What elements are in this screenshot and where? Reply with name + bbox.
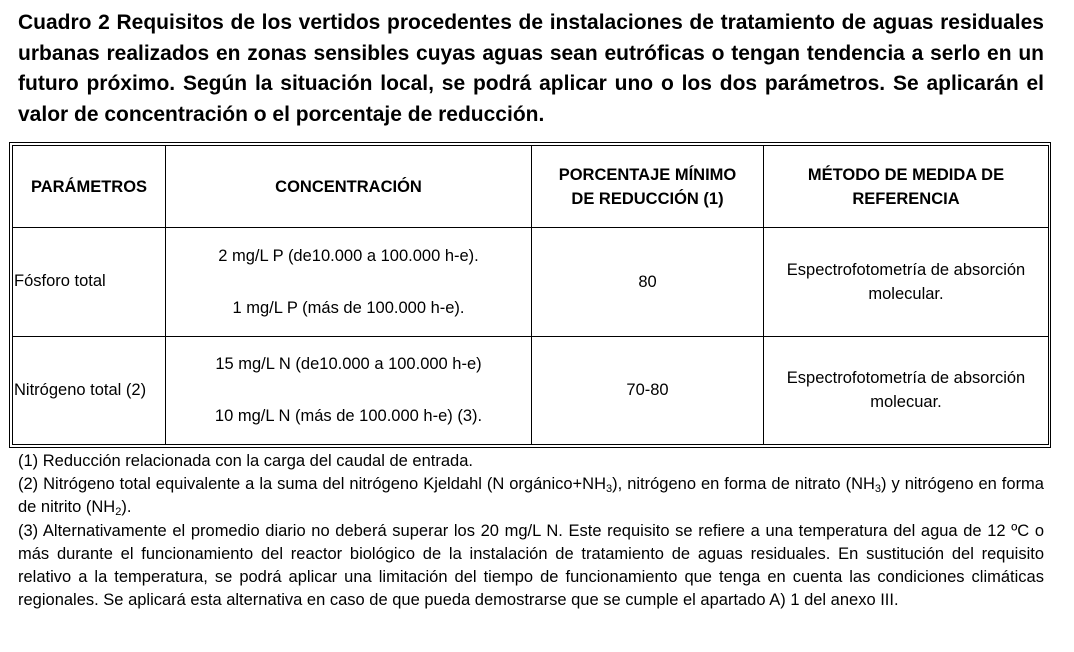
concentracion-line-1: 15 mg/L N (de10.000 a 100.000 h-e) — [215, 355, 482, 374]
row-concentracion — [166, 228, 532, 336]
table-header-row — [13, 146, 1049, 228]
concentracion-line-2: 10 mg/L N (más de 100.000 h-e) (3). — [214, 407, 483, 426]
footnote-3: (3) Alternativamente el promedio diario no deberá superar los 20 mg/L N. Este requisito se refiere a una temperatura del agua de 12 ºC o más durante el funcionamiento del reactor biológico de la instalación de tratamiento de aguas residuales. En sustitución del requisito relativo a la temperatura, se podrá aplicar una limitación del tiempo de funcionamiento que tenga en cuenta las condiciones climáticas regionales. Se aplicará esta alternativa en caso de que pueda demostrarse que se cumple el apartado A) 1 del anexo III. — [18, 521, 1044, 610]
row-concentracion — [166, 336, 532, 444]
footnote-2 — [18, 473, 1044, 519]
footnote-1: (1) Reducción relacionada con la carga del caudal de entrada. — [18, 452, 473, 470]
footnote-2-part-2: ), nitrógeno en forma de nitrato (NH — [612, 475, 875, 494]
footnote-2-sub-3: 2 — [115, 506, 122, 519]
header-concentracion: CONCENTRACIÓN — [166, 146, 532, 228]
row-parametro: Nitrógeno total (2) — [13, 336, 166, 444]
row-porcentaje: 80 — [532, 228, 764, 336]
footnote-2-part-3: ) y nitrógeno en forma de nitrito (NH — [18, 475, 1044, 517]
requirements-table-frame — [9, 142, 1051, 448]
concentracion-line-2: 1 mg/L P (más de 100.000 h-e). — [232, 298, 465, 317]
header-porcentaje: PORCENTAJE MÍNIMO DE REDUCCIÓN (1) — [532, 146, 764, 228]
concentracion-line-1: 2 mg/L P (de10.000 a 100.000 h-e). — [218, 246, 479, 265]
table-row — [13, 336, 1049, 444]
row-parametro: Fósforo total — [13, 228, 166, 336]
table-row — [13, 228, 1049, 336]
row-porcentaje: 70-80 — [532, 336, 764, 444]
footnote-2-sub-1: 3 — [606, 483, 613, 496]
footnote-2-sub-2: 3 — [874, 483, 882, 496]
row-metodo: Espectrofotometría de absorción molecuar. — [764, 336, 1049, 444]
header-metodo: MÉTODO DE MEDIDA DE REFERENCIA — [764, 146, 1049, 228]
requirements-table — [12, 145, 1049, 445]
footnotes — [18, 450, 1044, 612]
footnote-2-part-1: (2) Nitrógeno total equivalente a la suma del nitrógeno Kjeldahl (N orgánico+NH — [18, 475, 607, 494]
header-parametros: PARÁMETROS — [13, 146, 166, 228]
footnote-2-part-4: ). — [121, 498, 132, 517]
document-title: Cuadro 2 Requisitos de los vertidos procedentes de instalaciones de tratamiento de aguas residuales urbanas realizados en zonas sensibles cuyas aguas sean eutróficas o tengan tendencia a serlo en un futuro próximo. Según la situación local, se podrá aplicar uno o los dos parámetros. Se aplicarán el valor de concentración o el porcentaje de reducción. — [18, 11, 1044, 126]
row-metodo: Espectrofotometría de absorción molecular. — [764, 228, 1049, 336]
